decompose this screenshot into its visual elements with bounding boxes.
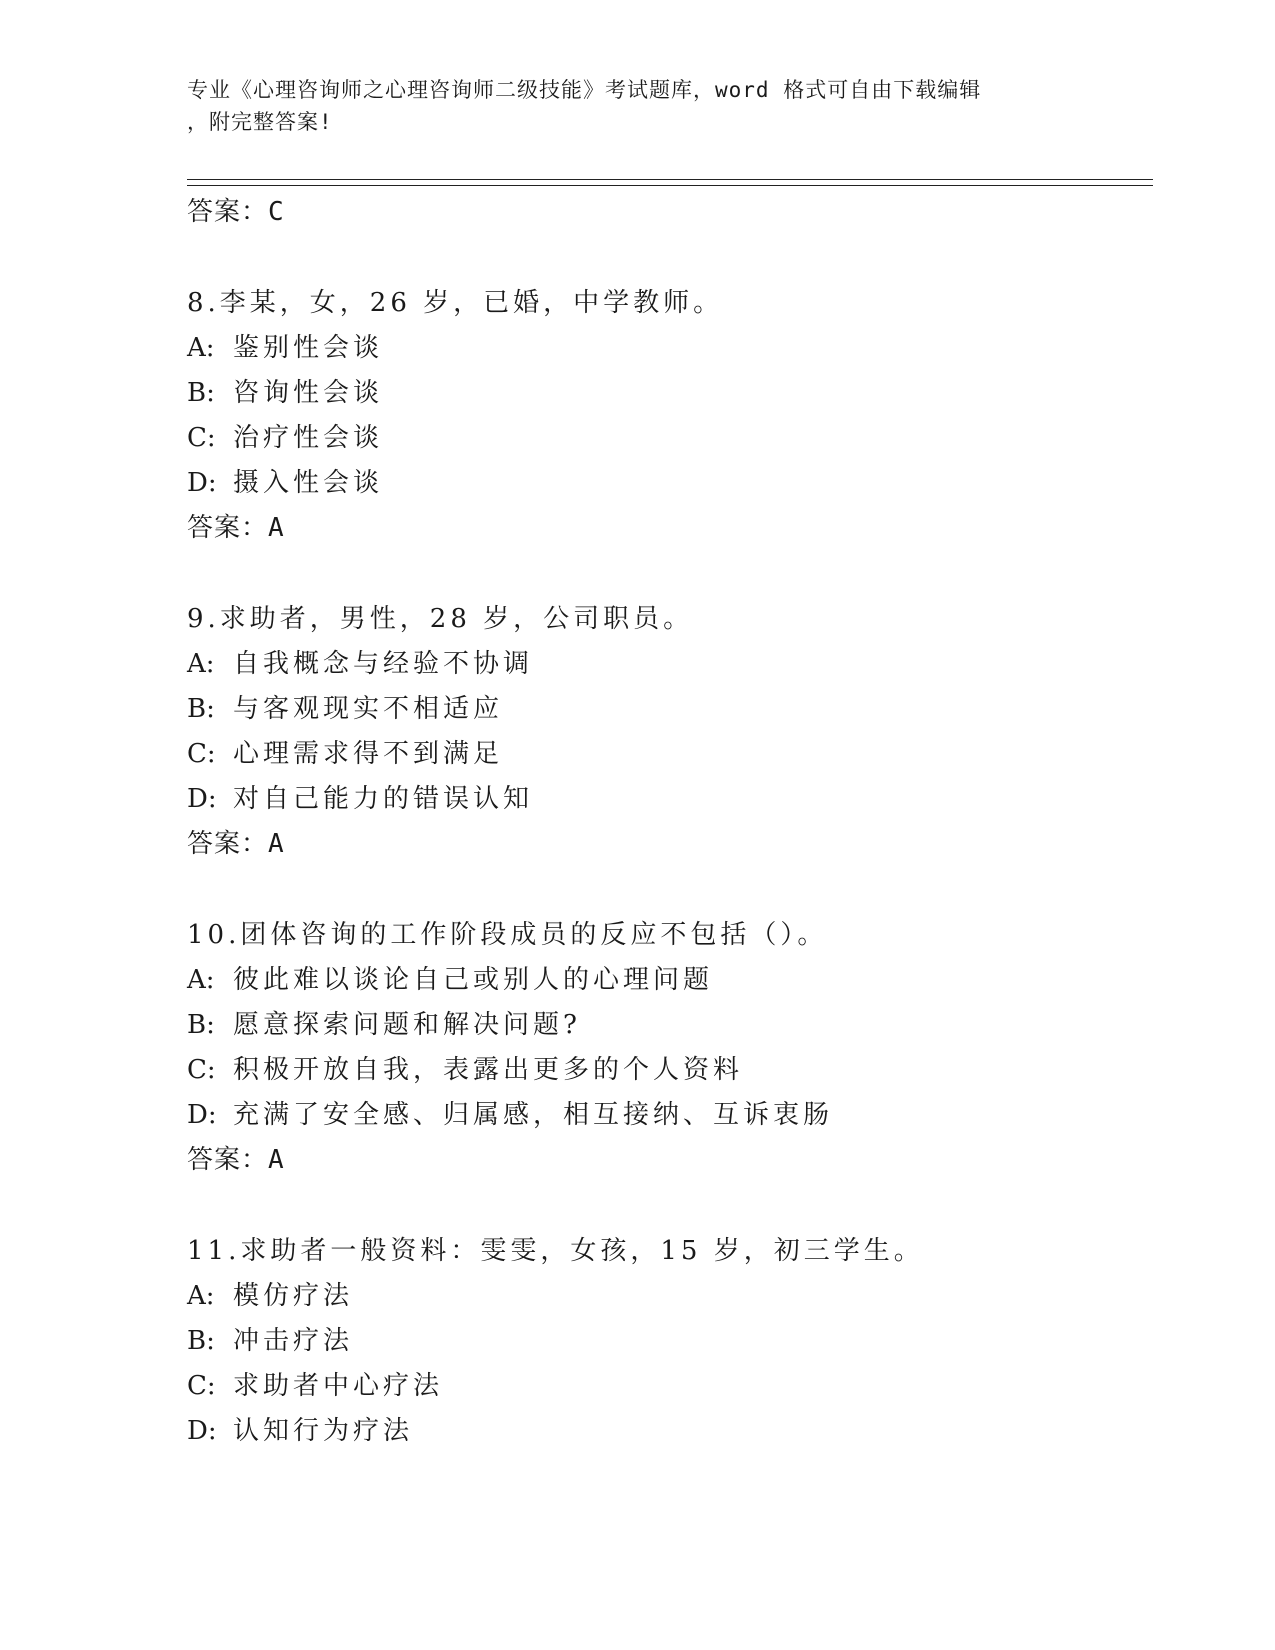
option-c — [187, 732, 1137, 777]
option-c — [187, 1364, 1137, 1409]
question-list — [187, 190, 1137, 1454]
option-a — [187, 642, 1137, 687]
option-key: B: — [187, 1326, 215, 1356]
option-text: 冲击疗法 — [233, 1326, 354, 1356]
option-key: C: — [187, 1055, 216, 1085]
option-text: 模仿疗法 — [233, 1281, 354, 1311]
question-title: 9.求助者，男性，28 岁，公司职员。 — [187, 604, 694, 634]
option-text: 治疗性会谈 — [233, 423, 384, 453]
option-key: B: — [187, 694, 215, 724]
option-a — [187, 326, 1137, 371]
option-key: D: — [187, 1416, 217, 1446]
option-text: 心理需求得不到满足 — [233, 739, 504, 769]
option-text: 认知行为疗法 — [233, 1416, 414, 1446]
question-title: 10.团体咨询的工作阶段成员的反应不包括（）。 — [187, 920, 828, 950]
header-divider-bottom — [187, 185, 1153, 186]
question-item — [187, 281, 1137, 550]
option-text: 充满了安全感、归属感，相互接纳、互诉衷肠 — [233, 1100, 834, 1130]
document-header — [187, 74, 1087, 138]
option-key: B: — [187, 378, 215, 408]
option-key: D: — [187, 468, 217, 498]
option-d — [187, 1409, 1137, 1454]
option-text: 咨询性会谈 — [233, 378, 384, 408]
question-item — [187, 597, 1137, 866]
answer-line: 答案：A — [187, 829, 285, 859]
option-text: 鉴别性会谈 — [233, 333, 384, 363]
header-divider-top — [187, 179, 1153, 180]
option-key: D: — [187, 1100, 217, 1130]
option-b — [187, 1003, 1137, 1048]
option-key: C: — [187, 739, 216, 769]
option-text: 对自己能力的错误认知 — [233, 784, 534, 814]
option-d — [187, 777, 1137, 822]
option-b — [187, 687, 1137, 732]
option-c — [187, 416, 1137, 461]
option-d — [187, 461, 1137, 506]
option-text: 自我概念与经验不协调 — [233, 649, 534, 679]
option-key: D: — [187, 784, 217, 814]
header-line-2: ，附完整答案! — [187, 110, 333, 134]
option-text: 求助者中心疗法 — [233, 1371, 444, 1401]
option-b — [187, 371, 1137, 416]
option-key: B: — [187, 1010, 215, 1040]
option-text: 愿意探索问题和解决问题? — [233, 1010, 581, 1040]
option-key: C: — [187, 423, 216, 453]
answer-line: 答案：A — [187, 513, 285, 543]
option-a — [187, 958, 1137, 1003]
question-item — [187, 1229, 1137, 1454]
option-text: 积极开放自我，表露出更多的个人资料 — [233, 1055, 744, 1085]
answer-line: 答案：C — [187, 197, 285, 227]
question-title: 8.李某，女，26 岁，已婚，中学教师。 — [187, 288, 724, 318]
header-line-1: 专业《心理咨询师之心理咨询师二级技能》考试题库，word 格式可自由下载编辑 — [187, 78, 982, 102]
option-key: A: — [187, 649, 215, 679]
option-c — [187, 1048, 1137, 1093]
option-key: A: — [187, 1281, 215, 1311]
option-text: 摄入性会谈 — [233, 468, 384, 498]
option-key: A: — [187, 965, 215, 995]
option-text: 彼此难以谈论自己或别人的心理问题 — [233, 965, 714, 995]
question-title: 11.求助者一般资料：雯雯，女孩，15 岁，初三学生。 — [187, 1236, 924, 1266]
question-item — [187, 913, 1137, 1182]
answer-line: 答案：A — [187, 1145, 285, 1175]
option-key: A: — [187, 333, 215, 363]
option-b — [187, 1319, 1137, 1364]
option-text: 与客观现实不相适应 — [233, 694, 504, 724]
option-key: C: — [187, 1371, 216, 1401]
option-a — [187, 1274, 1137, 1319]
option-d — [187, 1093, 1137, 1138]
